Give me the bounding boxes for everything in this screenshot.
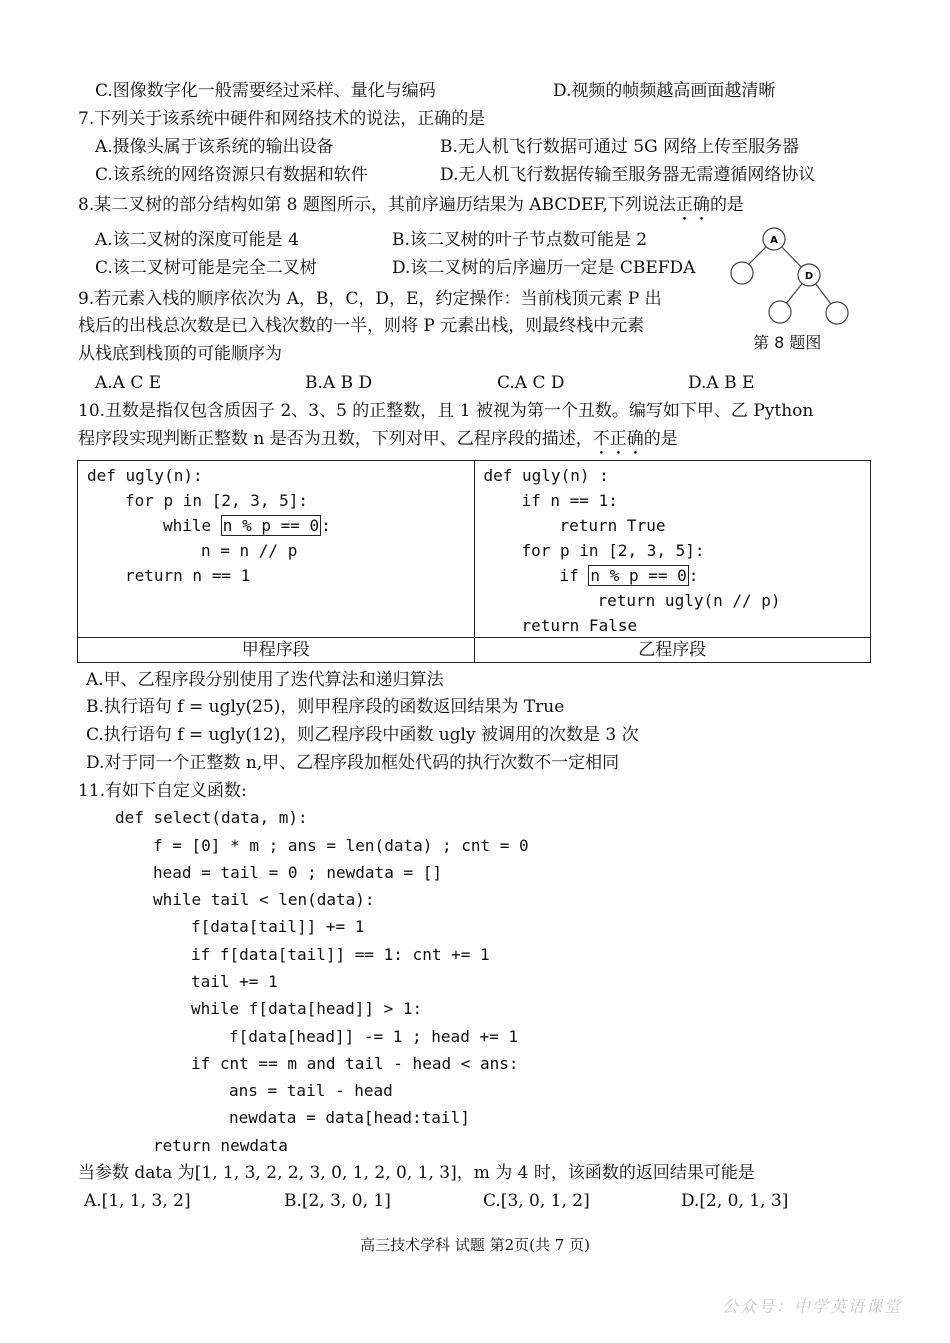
- q8-option-b: B.该二叉树的叶子节点数可能是 2: [392, 230, 648, 250]
- q11-option-d: D.[2, 0, 1, 3]: [681, 1191, 789, 1211]
- q11-code-line: newdata = data[head:tail]: [229, 1108, 470, 1127]
- q6-option-c: C.图像数字化一般需要经过采样、量化与编码: [95, 81, 436, 101]
- q7-option-c: C.该系统的网络资源只有数据和软件: [95, 165, 368, 185]
- code-line: return True: [559, 516, 666, 535]
- boxed-code-yi: n % p == 0: [590, 566, 687, 585]
- q11-code-line: if cnt == m and tail - head < ans:: [191, 1054, 519, 1073]
- q10-option-a: A.甲、乙程序段分别使用了迭代算法和递归算法: [86, 670, 444, 690]
- q7-option-d: D.无人机飞行数据传输至服务器无需遵循网络协议: [440, 165, 816, 185]
- q10-line-1: 10.丑数是指仅包含质因子 2、3、5 的正整数，且 1 被视为第一个丑数。编写如下甲、乙 Python: [78, 401, 814, 421]
- code-line: while n % p == 0 :: [163, 516, 331, 535]
- q7-option-b: B.无人机飞行数据可通过 5G 网络上传至服务器: [440, 137, 800, 157]
- q9-option-d: D.A B E: [688, 373, 755, 393]
- q10-line-2: 程序段实现判断正整数 n 是否为丑数，下列对甲、乙程序段的描述，不正确的是: [78, 429, 678, 449]
- code-comparison-table: [77, 460, 871, 663]
- boxed-code-jia: n % p == 0: [222, 516, 320, 535]
- q11-code-line: f[data[head]] -= 1 ; head += 1: [229, 1027, 518, 1046]
- q11-code-line: head = tail = 0 ; newdata = []: [153, 863, 442, 882]
- code-line: return ugly(n // p): [597, 591, 781, 610]
- q9-line-1: 9.若元素入栈的顺序依次为 A，B，C，D，E，约定操作：当前栈顶元素 P 出: [78, 289, 662, 309]
- q10-option-d: D.对于同一个正整数 n,甲、乙程序段加框处代码的执行次数不一定相同: [86, 753, 620, 773]
- q9-option-b: B.A B D: [305, 373, 373, 393]
- q6-option-d: D.视频的帧频越高画面越清晰: [553, 81, 776, 101]
- q11-option-a: A.[1, 1, 3, 2]: [84, 1191, 191, 1211]
- tree-node-a-label: A: [770, 235, 778, 246]
- code-line: for p in [2, 3, 5]:: [521, 541, 705, 560]
- q8-option-c: C.该二叉树可能是完全二叉树: [95, 258, 317, 278]
- q9-option-a: A.A C E: [95, 373, 162, 393]
- q10-option-c: C.执行语句 f = ugly(12)，则乙程序段中函数 ugly 被调用的次数是 3 次: [86, 725, 639, 745]
- code-line: if n == 1:: [521, 491, 618, 510]
- q11-code-line: ans = tail - head: [229, 1081, 393, 1100]
- caption-yi: 乙程序段: [474, 638, 871, 663]
- code-jia-cell: [78, 461, 475, 638]
- code-line: def ugly(n) :: [483, 466, 609, 485]
- q8-option-a: A.该二叉树的深度可能是 4: [95, 230, 299, 250]
- q9-line-3: 从栈底到栈顶的可能顺序为: [78, 344, 282, 364]
- q11-code-line: tail += 1: [191, 972, 278, 991]
- tree-node-empty: [826, 302, 848, 324]
- q11-stem: 11.有如下自定义函数:: [78, 781, 247, 801]
- q11-code-line: while f[data[head]] > 1:: [191, 999, 423, 1018]
- q11-code-line: while tail < len(data):: [153, 890, 375, 909]
- binary-tree-figure: [727, 226, 857, 328]
- code-yi-cell: [474, 461, 871, 638]
- q11-code-line: f = [0] * m ; ans = len(data) ; cnt = 0: [153, 836, 529, 855]
- code-line: return False: [521, 616, 638, 635]
- q8-option-d: D.该二叉树的后序遍历一定是 CBEFDA: [392, 258, 696, 278]
- q11-code-line: def select(data, m):: [115, 808, 308, 827]
- code-line: n = n // p: [201, 541, 298, 560]
- q8-stem: 8.某二叉树的部分结构如第 8 题图所示，其前序遍历结果为 ABCDEF,下列说法正确的是: [78, 195, 744, 215]
- watermark: 公众号：中学英语课堂: [721, 1297, 902, 1316]
- q9-option-c: C.A C D: [497, 373, 565, 393]
- q10-option-b: B.执行语句 f = ugly(25)，则甲程序段的函数返回结果为 True: [86, 697, 565, 717]
- q11-option-b: B.[2, 3, 0, 1]: [284, 1191, 391, 1211]
- code-line: if n % p == 0 :: [559, 566, 699, 585]
- q11-code-line: if f[data[tail]] == 1: cnt += 1: [191, 945, 490, 964]
- code-line: for p in [2, 3, 5]:: [125, 491, 309, 510]
- figure-8-caption: 第 8 题图: [753, 333, 822, 352]
- tree-node-empty: [769, 301, 791, 323]
- q11-option-c: C.[3, 0, 1, 2]: [483, 1191, 590, 1211]
- code-line: return n == 1: [125, 566, 251, 585]
- tree-node-empty: [731, 262, 753, 284]
- page-footer: 高三技术学科 试题 第2页(共 7 页): [360, 1236, 590, 1254]
- q9-line-2: 栈后的出栈总次数是已入栈次数的一半，则将 P 元素出栈，则最终栈中元素: [78, 316, 645, 336]
- caption-jia: 甲程序段: [78, 638, 475, 663]
- q11-code-line: f[data[tail]] += 1: [191, 917, 365, 936]
- q11-question: 当参数 data 为[1, 1, 3, 2, 2, 3, 0, 1, 2, 0, 1, 3]，m 为 4 时，该函数的返回结果可能是: [78, 1163, 755, 1183]
- tree-node-d-label: D: [804, 271, 814, 282]
- q7-option-a: A.摄像头属于该系统的输出设备: [95, 137, 334, 157]
- code-line: def ugly(n):: [87, 466, 203, 485]
- q11-code-line: return newdata: [153, 1136, 288, 1155]
- q7-stem: 7.下列关于该系统中硬件和网络技术的说法，正确的是: [78, 109, 486, 129]
